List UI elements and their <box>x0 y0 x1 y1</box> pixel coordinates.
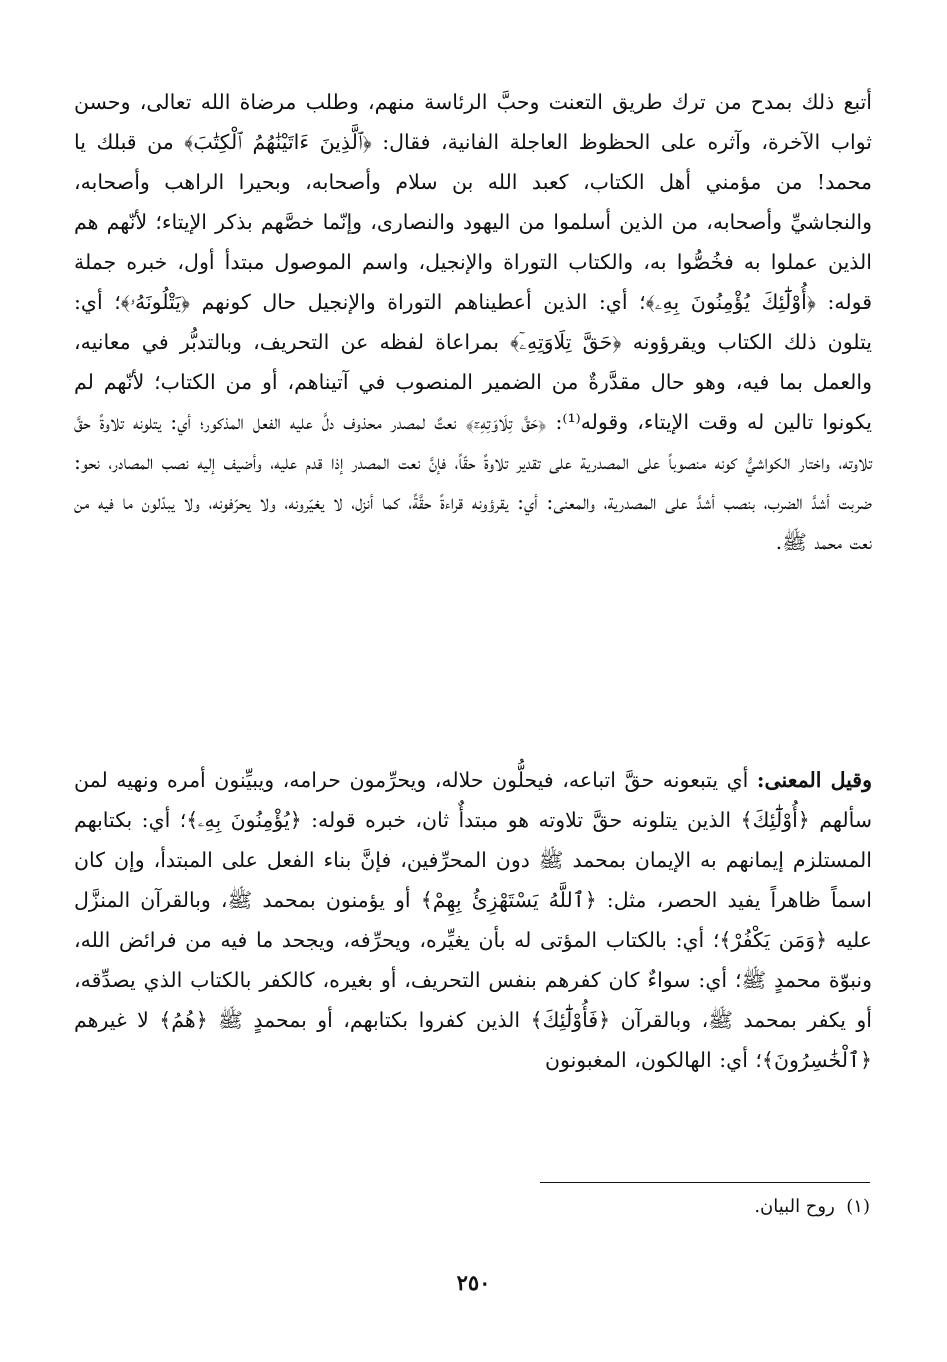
footnote-1-marker: (١) <box>846 1196 870 1217</box>
paragraph-2-body <box>74 760 872 1080</box>
footnote-1 <box>540 1192 870 1222</box>
paragraph-2 <box>74 760 872 1080</box>
paragraph-1 <box>74 82 872 562</box>
paragraph-2-text: أي يتبعونه حقَّ اتباعه، فيحلُّون حلاله، ويحرِّمون حرامه، ويبيِّنون أمره ونهيه لمن سألهم ﴿أُوْلَٰٓئِكَ﴾ الذين يتلونه حقَّ تلاوته هو مبتدأٌ ثان، خبره قوله: ﴿يُؤْمِنُونَ بِهِۦ﴾؛ أي: بكتابهم المستلزم إيمانهم به الإيمان بمحمد ﷺ دون المحرِّفين، فإنَّ بناء الفعل على المبتدأ، وإن كان اسماً ظاهراً يفيد الحصر، مثل: ﴿ٱللَّهُ يَسْتَهْزِئُ بِهِمْ﴾ أو يؤمنون بمحمد ﷺ، وبالقرآن المنزَّل عليه ﴿وَمَن يَكْفُرْ﴾؛ أي: بالكتاب المؤتى له بأن يغيِّره، ويحرِّفه، ويجحد ما فيه من فرائض الله، ونبوّة محمدٍ ﷺ؛ أي: سواءٌ كان كفرهم بنفس التحريف، أو بغيره، كالكفر بالكتاب الذي يصدِّقه، أو يكفر بمحمد ﷺ، وبالقرآن ﴿فَأُوْلَٰٓئِكَ﴾ الذين كفروا بكتابهم، أو بمحمدٍ ﷺ ﴿هُمُ﴾ لا غيرهم ﴿ٱلْخَٰسِرُونَ﴾؛ أي: الهالكون، المغبونون <box>74 768 872 1072</box>
page-number: ٢٥٠ <box>456 1270 491 1295</box>
footnote-separator <box>540 1182 870 1183</box>
paragraph-2-lead: وقيل المعنى: <box>756 768 872 792</box>
footnote-1-text: روح البيان. <box>754 1196 835 1217</box>
paragraph-1-text: أتبع ذلك بمدح من ترك طريق التعنت وحبَّ الرئاسة منهم، وطلب مرضاة الله تعالى، وحسن ثواب الآخرة، وآثره على الحظوظ العاجلة الفانية، فقال: ﴿ٱلَّذِينَ ءَاتَيْنَٰهُمُ ٱلْكِتَٰبَ﴾ من قبلك يا محمد! من مؤمني أهل الكتاب، كعبد الله بن سلام وأصحابه، وبحيرا الراهب وأصحابه، والنجاشيِّ وأصحابه، من الذين أسلموا من اليهود والنصارى، وإنّما خصَّهم بذكر الإيتاء؛ لأنّهم هم الذين عملوا به فخُصُّوا به، والكتاب التوراة والإنجيل، واسم الموصول مبتدأ أول، خبره جملة قوله: ﴿أُوْلَٰٓئِكَ يُؤْمِنُونَ بِهِۦ﴾؛ أي: الذين أعطيناهم التوراة والإنجيل حال كونهم ﴿يَتْلُونَهُۥ﴾؛ أي: يتلون ذلك الكتاب ويقرؤونه ﴿حَقَّ تِلَاوَتِهِۦٓ﴾ بمراعاة لفظه عن التحريف، وبالتدبُّر في معانيه، والعمل بما فيه، وهو حال مقدَّرةٌ من الضمير المنصوب في آتيناهم، أو من الكتاب؛ لأنّهم لم يكونوا تالين له وقت الإيتاء، وقوله⁽¹⁾: ﴿حَقَّ تِلَاوَتِهِۦٓ﴾ نعتٌ لمصدر محذوف دلَّ عليه الفعل المذكور؛ أي: يتلونه تلاوةً حقَّ تلاوته، واختار الكواشيُّ كونه منصوباً على المصدرية على تقدير تلاوةً حقّاً، فإنَّ نعت المصدر إذا قدم عليه، وأضيف إليه نصب المصادر، نحو: ضربت أشدَّ الضرب، بنصب أشدَّ على المصدرية، والمعنى: أي: يقرؤونه قراءةً حقَّةً، كما أنزل، لا يغيّرونه، ولا يحرّفونه، ولا يبدّلون ما فيه من نعت محمد ﷺ. <box>74 90 872 554</box>
